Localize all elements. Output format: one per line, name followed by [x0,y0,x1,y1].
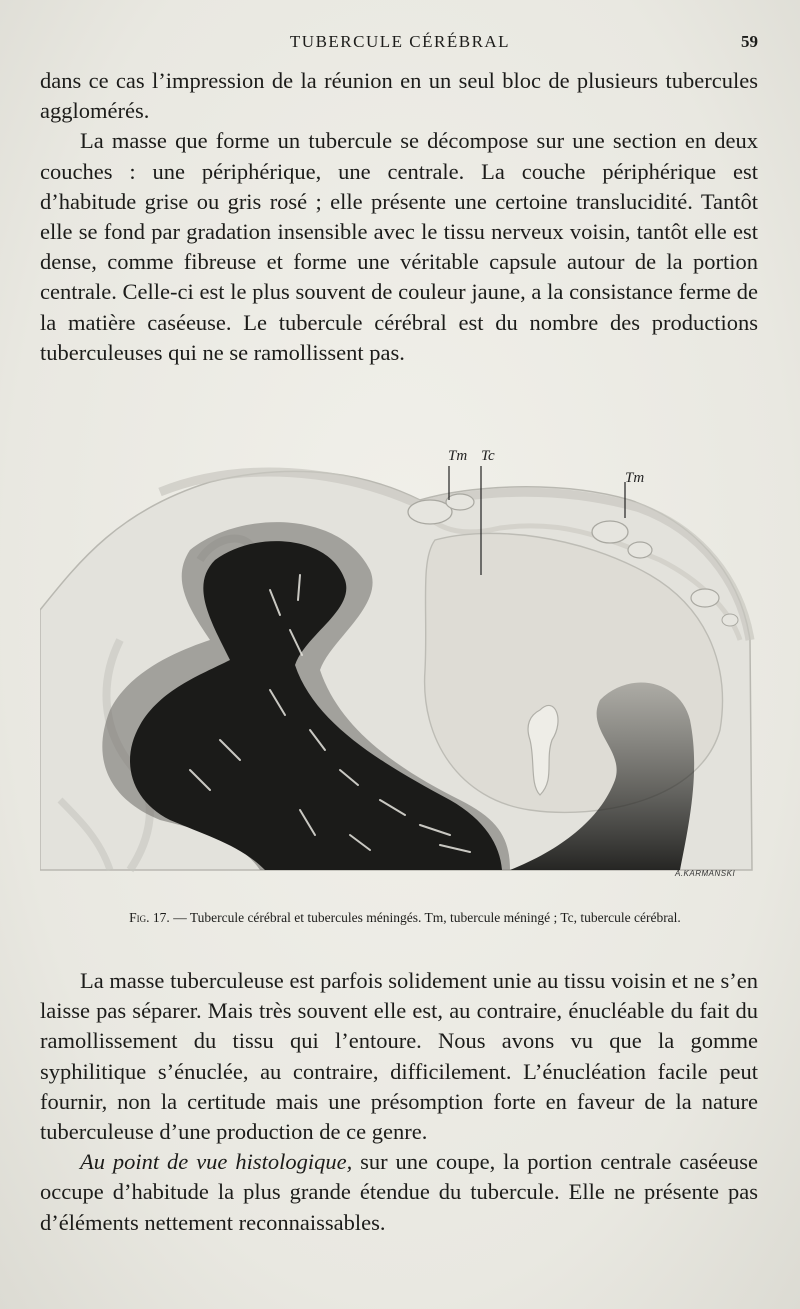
paragraph: dans ce cas l’impression de la réunion en un seul bloc de plusieurs tubercules agglomérés. [40,68,758,124]
running-head [0,32,800,56]
caption-text: — Tubercule cérébral et tubercules méningés. Tm, tubercule méningé ; Tc, tubercule cérébral. [169,910,681,925]
paragraph: La masse que forme un tubercule se décompose sur une section en deux couches : une périphérique, une centrale. La couche périphérique est d’habitude grise ou gris rosé ; elle présente une certoine translucidité. Tantôt elle se fond par gradation insensible avec le tissu nerveux voisin, tantôt elle est dense, comme fibreuse et forme une véritable capsule autour de la portion centrale. Celle-ci est le plus souvent de couleur jaune, a la consistance ferme de la matière caséeuse. Le tubercule cérébral est du nombre des productions tuberculeuses qui ne se ramollissent pas. [40,128,758,365]
label-tc: Tc [481,448,495,464]
brain-section-drawing [40,440,762,880]
label-tm-right: Tm [625,470,645,486]
figure-number: Fig. 17. [129,910,170,925]
text-block-top [40,66,758,368]
italic-phrase: Au point de vue histologique, [80,1149,353,1175]
figure-caption [70,908,740,927]
paragraph-rest: sur une coupe, la portion centrale caséeuse occupe d’habitude la plus grande étendue du tubercule. Elle ne présente pas d’éléments nettement reconnaissables. [40,1149,758,1235]
figure-illustration [40,440,762,880]
running-title: TUBERCULE CÉRÉBRAL [289,32,511,51]
meningeal-nodule [592,521,628,543]
artist-signature: A.KARMANSKI [675,869,736,878]
page-number: 59 [741,32,758,51]
paragraph [40,1147,758,1238]
meningeal-nodule [408,500,452,524]
label-tm-left: Tm [448,448,468,464]
text-block-bottom [40,966,758,1238]
paragraph: La masse tuberculeuse est parfois solidement unie au tissu voisin et ne s’en laisse pas séparer. Mais très souvent elle est, au contraire, énucléable du fait du ramollissement du tissu qui l’entoure. Nous avons vu que la gomme syphilitique s’énuclée, au contraire, difficilement. L’énucléation facile peut fournir, non la certitude mais une présomption forte en faveur de la nature tuberculeuse d’une production de ce genre. [40,968,758,1145]
